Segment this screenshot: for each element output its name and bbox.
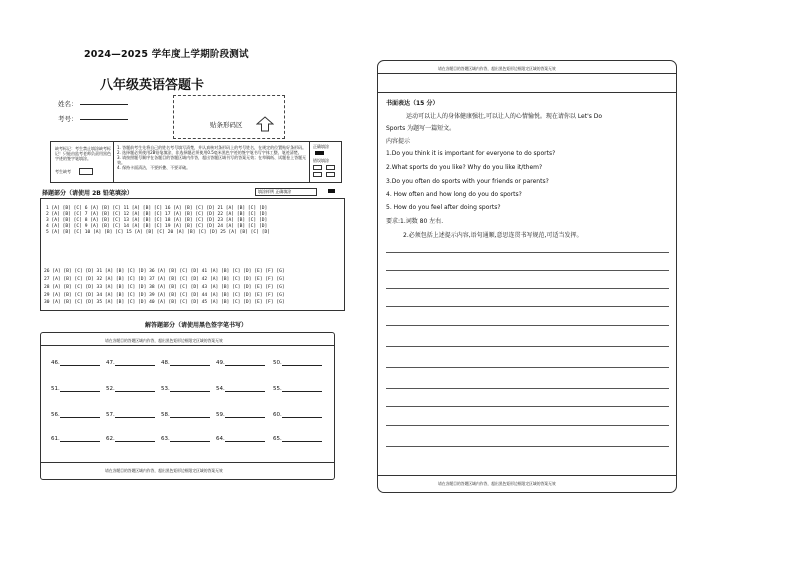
mc-row[interactable]: 27 [A] [B] [C] [D] 32 [A] [B] [C] [D] 37 [A] [B] [C] [D] 42 [A] [B] [C] [D] [E] [F] [G] bbox=[44, 277, 285, 282]
blank-number: 57. bbox=[106, 412, 115, 418]
mc-row[interactable]: 3 [A] [B] [C] 8 [A] [B] [C] 13 [A] [B] [C] 18 [A] [B] [C] [D] 23 [A] [B] [C] [D] bbox=[46, 218, 268, 223]
blank-line[interactable] bbox=[170, 412, 210, 418]
blank-line[interactable] bbox=[60, 386, 100, 392]
notice-line-4: 4. 保持卡面清洁，不要折叠、不要弄破。 bbox=[117, 165, 191, 170]
blank-number: 54. bbox=[216, 386, 225, 392]
writing-intro-2: Sports 为题写一篇短文。 bbox=[386, 125, 456, 132]
hint-1: 1.Do you think it is important for everyone to do sports? bbox=[386, 150, 556, 157]
blank-number: 63. bbox=[161, 436, 170, 442]
blank-number: 55. bbox=[273, 386, 282, 392]
requirement-1: 要求:1.词数 80 左右. bbox=[386, 218, 444, 225]
blank-number: 48. bbox=[161, 360, 170, 366]
blank-line[interactable] bbox=[170, 360, 210, 366]
mc-heading: 择题部分（请使用 2B 铅笔填涂） bbox=[42, 190, 133, 197]
writing-line[interactable] bbox=[386, 406, 669, 407]
wrong-example-label: 错误填涂 bbox=[313, 158, 329, 163]
blank-line[interactable] bbox=[282, 412, 322, 418]
writing-line[interactable] bbox=[386, 270, 669, 271]
blank-line[interactable] bbox=[115, 412, 155, 418]
blank-line[interactable] bbox=[115, 436, 155, 442]
blank-number: 62. bbox=[106, 436, 115, 442]
answer-area bbox=[40, 332, 335, 480]
blank-number: 49. bbox=[216, 360, 225, 366]
blank-number: 50. bbox=[273, 360, 282, 366]
blank-number: 52. bbox=[106, 386, 115, 392]
writing-line[interactable] bbox=[386, 306, 669, 307]
notice-line-2: 2. 选择题必须使用2B铅笔填涂，非选择题必须使用0.5毫米黑色字迹的签字笔书写字体工整、笔迹清楚。 bbox=[117, 150, 302, 155]
blank-number: 46. bbox=[51, 360, 60, 366]
blank-line[interactable] bbox=[115, 386, 155, 392]
blank-number: 56. bbox=[51, 412, 60, 418]
arrow-up-icon bbox=[256, 116, 274, 132]
mc-row[interactable]: 4 [A] [B] [C] 9 [A] [B] [C] 14 [A] [B] [C] 19 [A] [B] [C] [D] 24 [A] [B] [C] [D] bbox=[46, 224, 268, 229]
writing-heading: 书面表达（15 分） bbox=[386, 100, 439, 107]
blank-number: 53. bbox=[161, 386, 170, 392]
mc-row[interactable]: 2 [A] [B] [C] 7 [A] [B] [C] 12 [A] [B] [C] 17 [A] [B] [C] [D] 22 [A] [B] [C] [D] bbox=[46, 212, 268, 217]
blank-line[interactable] bbox=[170, 386, 210, 392]
name-field[interactable] bbox=[80, 97, 128, 105]
hint-4: 4. How often and how long do you do sports? bbox=[386, 191, 522, 198]
blank-number: 51. bbox=[51, 386, 60, 392]
answer-card-title: 八年级英语答题卡 bbox=[100, 78, 205, 93]
mc-row[interactable]: 5 [A] [B] [C] 10 [A] [B] [C] 15 [A] [B] [C] 20 [A] [B] [C] [D] 25 [A] [B] [C] [D] bbox=[46, 230, 271, 235]
writing-line[interactable] bbox=[386, 446, 669, 447]
hint-5: 5. How do you feel after doing sports? bbox=[386, 204, 501, 211]
requirement-2: 2.必须包括上述提示内容,语句通顺,意思连贯书写规范,可适当发挥。 bbox=[403, 232, 583, 239]
hint-3: 3.Do you often do sports with your friends or parents? bbox=[386, 178, 549, 185]
answer-tip-bottom: 请在各题目的答题区域内作答，超出黑色矩形边框限定区域的答案无效 bbox=[105, 468, 223, 473]
mc-row[interactable]: 29 [A] [B] [C] [D] 34 [A] [B] [C] [D] 39 [A] [B] [C] [D] 44 [A] [B] [C] [D] [E] [F] [G] bbox=[44, 293, 285, 298]
writing-line[interactable] bbox=[386, 346, 669, 347]
writing-line[interactable] bbox=[386, 425, 669, 426]
blank-line[interactable] bbox=[170, 436, 210, 442]
writing-line[interactable] bbox=[386, 388, 669, 389]
blank-number: 58. bbox=[161, 412, 170, 418]
hint-label: 内容提示 bbox=[386, 138, 411, 145]
writing-intro-1: 运动可以让人的身体健康强壮,可以让人的心情愉悦。现在请你以 Let's Do bbox=[406, 113, 603, 120]
blank-line[interactable] bbox=[60, 436, 100, 442]
mc-row[interactable]: 26 [A] [B] [C] [D] 31 [A] [B] [C] [D] 36 [A] [B] [C] [D] 41 [A] [B] [C] [D] [E] [F] [G] bbox=[44, 269, 285, 274]
notice-line-1: 1. 答题前考生先将自己的姓名考号填写清楚，并认真核对条形码上的考号姓名，在规定的位置贴好条形码。 bbox=[117, 145, 307, 150]
writing-area bbox=[377, 60, 677, 493]
exam-no-field[interactable] bbox=[80, 112, 128, 120]
blank-line[interactable] bbox=[225, 386, 265, 392]
writing-line[interactable] bbox=[386, 325, 669, 326]
exam-no-label: 考号： bbox=[58, 115, 78, 123]
hint-2: 2.What sports do you like? Why do you like it/them? bbox=[386, 164, 543, 171]
mc-row[interactable]: 30 [A] [B] [C] [D] 35 [A] [B] [C] [D] 40 [A] [B] [C] [D] 45 [A] [B] [C] [D] [E] [F] [G] bbox=[44, 300, 285, 305]
writing-line[interactable] bbox=[386, 288, 669, 289]
writing-line[interactable] bbox=[386, 252, 669, 253]
blank-line[interactable] bbox=[282, 436, 322, 442]
page-title: 2024—2025 学年度上学期阶段测试 bbox=[84, 49, 249, 60]
fill-example-mark bbox=[315, 151, 324, 155]
sample-mark bbox=[328, 189, 335, 193]
blank-number: 47. bbox=[106, 360, 115, 366]
writing-line[interactable] bbox=[386, 367, 669, 368]
name-label: 姓名： bbox=[58, 100, 78, 108]
fill-example-label: 正确填涂 bbox=[313, 144, 329, 149]
blank-line[interactable] bbox=[115, 360, 155, 366]
blank-line[interactable] bbox=[282, 360, 322, 366]
blank-number: 61. bbox=[51, 436, 60, 442]
mc-row[interactable]: 1 [A] [B] [C] 6 [A] [B] [C] 11 [A] [B] [C] 16 [A] [B] [C] [D] 21 [A] [B] [C] [D] bbox=[46, 206, 268, 211]
blank-number: 64. bbox=[216, 436, 225, 442]
absent-checkbox[interactable] bbox=[79, 168, 93, 175]
absent-notice: 缺考标记：考生禁止填涂缺考标记！只能由监考老师负责用黑色字迹的签字笔填涂。 bbox=[55, 146, 111, 161]
answer-heading: 解答题部分（请使用黑色签字笔书写） bbox=[145, 322, 248, 329]
sample-label: 填涂样例 正确填涂 bbox=[258, 189, 292, 194]
writing-tip-bottom: 请在各题目的答题区域内作答，超出黑色矩形边框限定区域的答案无效 bbox=[438, 481, 556, 486]
notice-line-3: 3. 请按照题号顺序在各题目的答题区域内作答，超出答题区域书写的答案无效；在草稿纸、试题卷上答题无效。 bbox=[117, 155, 307, 165]
answer-tip-top: 请在各题目的答题区域内作答，超出黑色矩形边框限定区域的答案无效 bbox=[105, 338, 223, 343]
blank-line[interactable] bbox=[225, 360, 265, 366]
blank-number: 60. bbox=[273, 412, 282, 418]
blank-line[interactable] bbox=[60, 412, 100, 418]
writing-tip-top: 请在各题目的答题区域内作答，超出黑色矩形边框限定区域的答案无效 bbox=[438, 66, 556, 71]
blank-line[interactable] bbox=[282, 386, 322, 392]
blank-number: 65. bbox=[273, 436, 282, 442]
barcode-label: 贴条形码区 bbox=[210, 121, 243, 129]
absent-label: 考生缺考 bbox=[55, 169, 71, 174]
barcode-area bbox=[173, 95, 285, 139]
mc-answer-grid bbox=[40, 198, 345, 311]
blank-line[interactable] bbox=[225, 412, 265, 418]
notice-panel bbox=[50, 141, 342, 183]
blank-line[interactable] bbox=[225, 436, 265, 442]
blank-line[interactable] bbox=[60, 360, 100, 366]
blank-number: 59. bbox=[216, 412, 225, 418]
mc-row[interactable]: 28 [A] [B] [C] [D] 33 [A] [B] [C] [D] 38 [A] [B] [C] [D] 43 [A] [B] [C] [D] [E] [F] [G] bbox=[44, 285, 285, 290]
